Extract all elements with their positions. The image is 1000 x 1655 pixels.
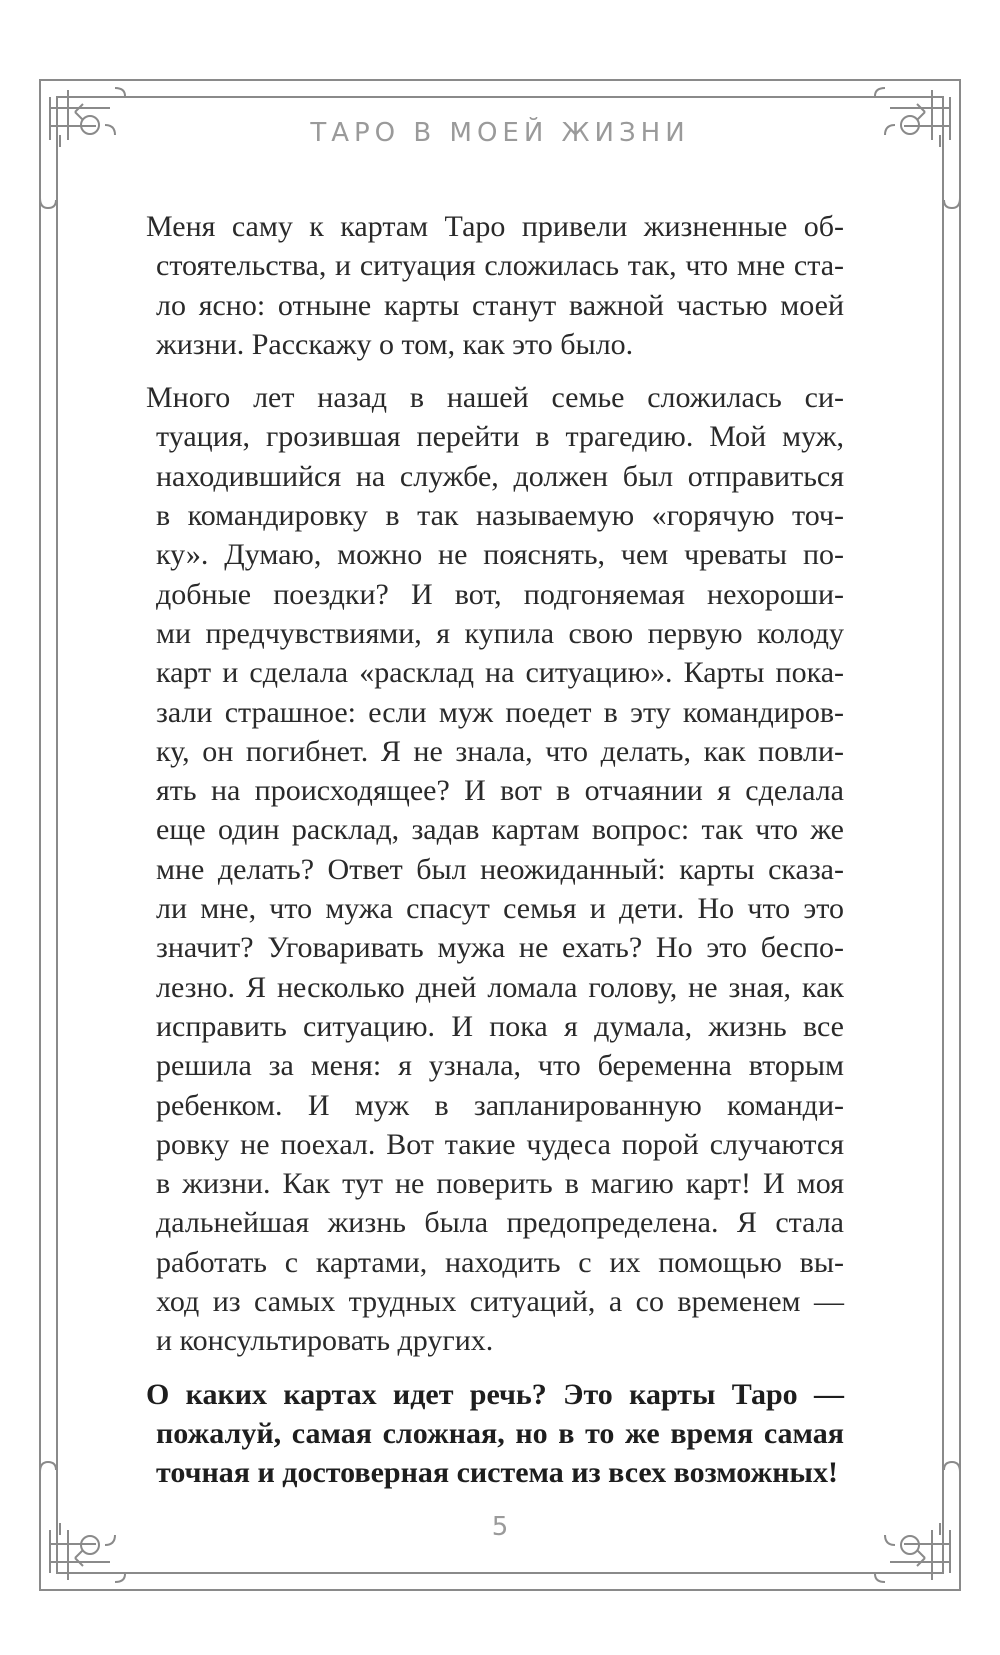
text-line: ми предчувствиями, я купила свою первую колоду [156,616,844,650]
text-line: дальнейшая жизнь была предопределена. Я стала [156,1206,844,1240]
text-line: мне делать? Ответ был неожиданный: карты сказа- [156,852,844,886]
text-line: ли мне, что мужа спасут семья и дети. Но что это [156,892,844,926]
text-line: ход из самых трудных ситуаций, а со временем — [156,1285,844,1319]
body-text [146,207,844,1507]
text-line: ребенком. И муж в запланированную команди- [156,1088,844,1122]
text-line: зали страшное: если муж поедет в эту командиров- [156,695,844,729]
text-line: в командировку в так называемую «горячую точ- [156,499,844,533]
text-line: карт и сделала «расклад на ситуацию». Карты пока- [156,656,844,690]
text-line: жизни. Расскажу о том, как это было. [156,327,634,361]
text-line: добные поездки? И вот, подгоняемая нехороши- [156,577,844,611]
text-line: О каких картах идет речь? Это карты Таро — [146,1377,844,1411]
text-line: в жизни. Как тут не поверить в магию карт! И моя [156,1167,844,1201]
running-head: ТАРО В МОЕЙ ЖИЗНИ [310,118,690,148]
text-line: ку, он погибнет. Я не знала, что делать, как повли- [156,734,844,768]
text-line: еще один расклад, задав картам вопрос: так что же [156,813,844,847]
text-line: значит? Уговаривать мужа не ехать? Но это беспо- [156,931,844,965]
text-line: Много лет назад в нашей семье сложилась си- [146,381,844,415]
text-line: решила за меня: я узнала, что беременна вторым [156,1049,844,1083]
text-line: и консультировать других. [156,1324,494,1358]
text-line: стоятельства, и ситуация сложилась так, что мне ста- [156,249,844,283]
text-line: ять на происходящее? И вот в отчаянии я сделала [156,774,844,808]
page-number: 5 [491,1512,509,1542]
closing-statement [146,1375,844,1493]
text-line: ку». Думаю, можно не пояснять, чем чреваты по- [156,538,844,572]
text-line: находившийся на службе, должен был отправиться [156,459,844,493]
text-line: пожалуй, самая сложная, но в то же время самая [156,1416,844,1450]
text-line: туация, грозившая перейти в трагедию. Мой муж, [156,420,844,454]
text-line: работать с картами, находить с их помощью вы- [156,1245,844,1279]
text-line: лезно. Я несколько дней ломала голову, не зная, как [156,970,844,1004]
text-line: точная и достоверная система из всех возможных! [156,1456,838,1490]
text-line: ровку не поехал. Вот такие чудеса порой случаются [156,1127,844,1161]
paragraph [146,378,844,1360]
text-line: исправить ситуацию. И пока я думала, жизнь все [156,1009,844,1043]
text-line: Меня саму к картам Таро привели жизненные об- [146,210,844,243]
paragraph [146,207,844,364]
text-line: ло ясно: отныне карты станут важной частью моей [156,288,844,322]
